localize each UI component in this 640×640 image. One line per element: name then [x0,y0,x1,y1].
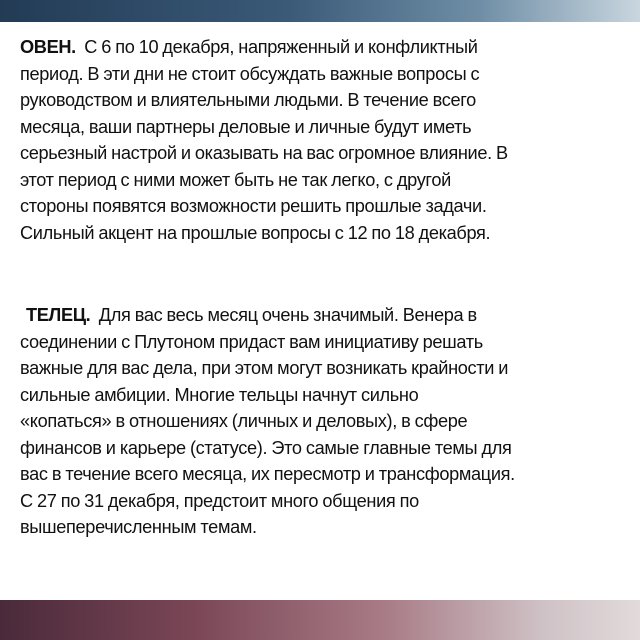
aries-heading: ОВЕН. [20,37,76,57]
aries-line-5: серьезный настрой и оказывать на вас огромное влияние. В [20,143,508,163]
aries-line-1: С 6 по 10 декабря, напряженный и конфликтный [84,37,478,57]
taurus-line-1: Для вас весь месяц очень значимый. Венера в [98,305,477,325]
text-panel [0,22,640,600]
taurus-heading: ТЕЛЕЦ. [26,305,91,325]
taurus-line-6: финансов и карьере (статусе). Это самые главные темы для [20,437,512,458]
aries-line-6: этот период с ними может быть не так легко, с другой [20,169,451,190]
taurus-line-3: важные для вас дела, при этом могут возникать крайности и [20,358,509,378]
aries-line-3: руководством и влиятельными людьми. В течение всего [20,90,476,110]
taurus-line-2: соединении с Плутоном придаст вам инициативу решать [20,331,483,352]
taurus-line-8: С 27 по 31 декабря, предстоит много общения по [20,490,419,511]
taurus-line-4: сильные амбиции. Многие тельцы начнут сильно [20,384,419,405]
taurus-paragraph [20,302,624,541]
taurus-line-5: «копаться» в отношениях (личных и деловых), в сфере [20,411,468,431]
aries-paragraph [20,34,624,246]
aries-line-2: период. В эти дни не стоит обсуждать важные вопросы с [20,63,480,84]
taurus-line-9: вышеперечисленным темам. [20,517,257,537]
aries-line-7: стороны появятся возможности решить прошлые задачи. [20,196,487,216]
aries-line-4: месяца, ваши партнеры деловые и личные будут иметь [20,116,472,137]
aries-line-8: Сильный акцент на прошлые вопросы с 12 по 18 декабря. [20,222,491,243]
background-bottom-strip [0,600,640,640]
taurus-line-7: вас в течение всего месяца, их пересмотр и трансформация. [20,464,515,484]
